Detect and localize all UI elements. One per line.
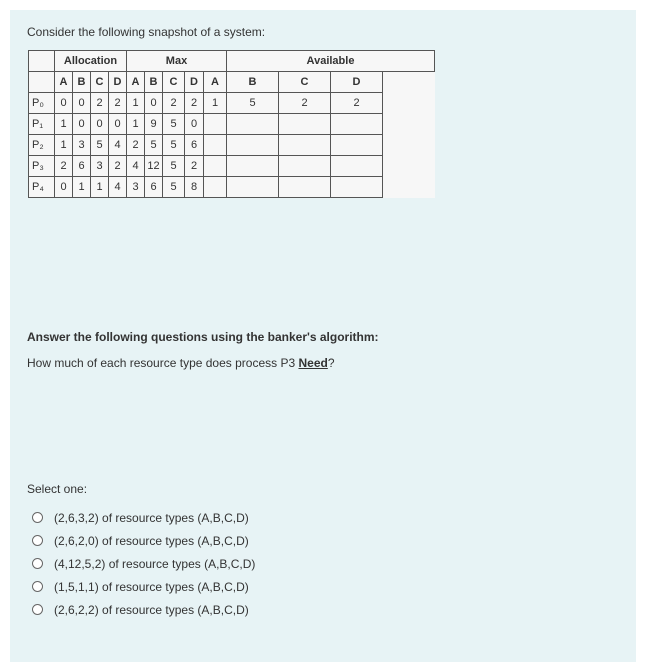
max-cell: 6 <box>185 135 204 156</box>
max-cell: 2 <box>185 93 204 114</box>
available-cell <box>331 114 383 135</box>
max-cell: 5 <box>145 135 163 156</box>
max-cell: 5 <box>163 156 185 177</box>
intro-text: Consider the following snapshot of a system: <box>27 25 266 39</box>
process-row <box>29 177 435 198</box>
resource-header: B <box>73 72 91 93</box>
available-cell <box>279 156 331 177</box>
resource-header: B <box>145 72 163 93</box>
process-row <box>29 135 435 156</box>
process-label: P₀ <box>29 93 55 114</box>
resource-header-row <box>29 72 435 93</box>
available-cell: 2 <box>279 93 331 114</box>
max-cell: 1 <box>127 93 145 114</box>
radio-button-icon[interactable] <box>32 604 43 615</box>
answer-option-label: (2,6,3,2) of resource types (A,B,C,D) <box>54 510 249 525</box>
question-text <box>27 356 335 370</box>
available-cell <box>204 114 227 135</box>
max-cell: 2 <box>185 156 204 177</box>
answer-options <box>32 506 255 621</box>
answer-option[interactable] <box>32 506 255 529</box>
resource-header: D <box>185 72 204 93</box>
radio-button-icon[interactable] <box>32 581 43 592</box>
max-header: Max <box>127 51 227 72</box>
available-cell: 2 <box>331 93 383 114</box>
max-cell: 0 <box>145 93 163 114</box>
available-cell <box>331 156 383 177</box>
question-panel <box>10 10 636 662</box>
process-label: P₂ <box>29 135 55 156</box>
answer-option[interactable] <box>32 552 255 575</box>
available-cell <box>279 135 331 156</box>
available-cell: 1 <box>204 93 227 114</box>
available-cell <box>227 156 279 177</box>
allocation-cell: 0 <box>73 114 91 135</box>
resource-header: A <box>204 72 227 93</box>
max-cell: 6 <box>145 177 163 198</box>
max-cell: 1 <box>127 114 145 135</box>
allocation-cell: 0 <box>73 93 91 114</box>
max-cell: 4 <box>127 156 145 177</box>
max-cell: 5 <box>163 135 185 156</box>
answer-option-label: (4,12,5,2) of resource types (A,B,C,D) <box>54 556 256 571</box>
max-cell: 9 <box>145 114 163 135</box>
max-cell: 2 <box>163 93 185 114</box>
available-header: Available <box>227 51 435 72</box>
radio-button-icon[interactable] <box>32 512 43 523</box>
available-cell <box>279 114 331 135</box>
allocation-cell: 1 <box>55 114 73 135</box>
resource-header: C <box>91 72 109 93</box>
answer-option[interactable] <box>32 529 255 552</box>
max-cell: 12 <box>145 156 163 177</box>
process-label: P₄ <box>29 177 55 198</box>
answer-option-label: (1,5,1,1) of resource types (A,B,C,D) <box>54 579 249 594</box>
corner-cell <box>29 51 55 72</box>
snapshot-table <box>28 50 435 198</box>
answer-option-label: (2,6,2,2) of resource types (A,B,C,D) <box>54 602 249 617</box>
allocation-cell: 2 <box>91 93 109 114</box>
allocation-cell: 1 <box>73 177 91 198</box>
allocation-cell: 5 <box>91 135 109 156</box>
resource-header: C <box>279 72 331 93</box>
max-cell: 5 <box>163 177 185 198</box>
snapshot-table-body <box>29 93 435 198</box>
corner-cell <box>29 72 55 93</box>
max-cell: 3 <box>127 177 145 198</box>
resource-header: C <box>163 72 185 93</box>
allocation-cell: 0 <box>109 114 127 135</box>
resource-header: B <box>227 72 279 93</box>
allocation-cell: 4 <box>109 177 127 198</box>
question-text-start: How much of each resource type does process P3 <box>27 356 299 370</box>
answer-option-label: (2,6,2,0) of resource types (A,B,C,D) <box>54 533 249 548</box>
process-row <box>29 156 435 177</box>
available-cell: 5 <box>227 93 279 114</box>
question-text-end: ? <box>327 356 335 370</box>
max-cell: 8 <box>185 177 204 198</box>
process-label: P₃ <box>29 156 55 177</box>
available-cell <box>204 135 227 156</box>
select-one-label: Select one: <box>27 482 88 496</box>
allocation-cell: 1 <box>91 177 109 198</box>
resource-header: A <box>55 72 73 93</box>
allocation-cell: 2 <box>109 93 127 114</box>
available-cell <box>227 114 279 135</box>
available-cell <box>227 135 279 156</box>
allocation-cell: 0 <box>55 93 73 114</box>
process-row <box>29 93 435 114</box>
answer-heading: Answer the following questions using the banker's algorithm: <box>27 330 379 344</box>
process-label: P₁ <box>29 114 55 135</box>
resource-header: A <box>127 72 145 93</box>
radio-button-icon[interactable] <box>32 558 43 569</box>
allocation-cell: 1 <box>55 135 73 156</box>
answer-option[interactable] <box>32 575 255 598</box>
process-row <box>29 114 435 135</box>
max-cell: 5 <box>163 114 185 135</box>
answer-option[interactable] <box>32 598 255 621</box>
allocation-cell: 2 <box>55 156 73 177</box>
max-cell: 0 <box>185 114 204 135</box>
allocation-cell: 0 <box>55 177 73 198</box>
radio-button-icon[interactable] <box>32 535 43 546</box>
resource-header: D <box>331 72 383 93</box>
available-cell <box>204 156 227 177</box>
available-cell <box>227 177 279 198</box>
allocation-cell: 3 <box>73 135 91 156</box>
allocation-cell: 6 <box>73 156 91 177</box>
group-header-row <box>29 51 435 72</box>
allocation-cell: 4 <box>109 135 127 156</box>
allocation-cell: 2 <box>109 156 127 177</box>
question-need-emphasis: Need <box>298 356 328 370</box>
allocation-cell: 3 <box>91 156 109 177</box>
resource-header: D <box>109 72 127 93</box>
allocation-header: Allocation <box>55 51 127 72</box>
available-cell <box>204 177 227 198</box>
max-cell: 2 <box>127 135 145 156</box>
available-cell <box>331 135 383 156</box>
available-cell <box>331 177 383 198</box>
available-cell <box>279 177 331 198</box>
allocation-cell: 0 <box>91 114 109 135</box>
